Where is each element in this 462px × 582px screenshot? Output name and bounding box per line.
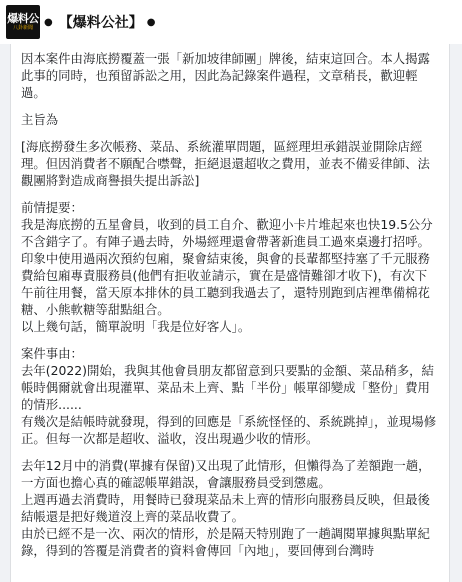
- avatar[interactable]: [6, 5, 40, 39]
- page-name-link[interactable]: 【爆料公社】: [58, 15, 143, 31]
- purpose-label: 主旨為: [21, 112, 59, 127]
- case-paragraph-3: 去年12月中的消費(單據有保留)又出現了此情形，但懶得為了差額跑一趟，一方面也擔心真的確認帳單錯誤，會讓服務員受到懲處。: [21, 458, 431, 490]
- logo-subtext: 八卦新聞: [12, 25, 33, 31]
- post-card: [10, 44, 450, 582]
- page-header: [0, 0, 462, 44]
- background-summary: 以上幾句話，簡單說明「我是位好客人」。: [21, 319, 251, 334]
- header-dot-icon: ●: [146, 16, 156, 28]
- header-dot-icon: ●: [44, 16, 53, 28]
- case-paragraph-4: 上週再過去消費時，用餐時已發現菜品未上齊的情形向服務員反映，但最後結帳還是把好幾道沒上齊的菜品收費了。: [21, 492, 430, 524]
- background-paragraph: 我是海底撈的五星會員，收到的員工自介、歡迎小卡片堆起來也快19.5公分不含錯字了。有陣子過去時，外場經理還會帶著新進員工過來桌邊打招呼。印象中使用過兩次預約包廂，聚會結束後，與會的長輩都堅持塞了千元服務費給包廂專責服務員(他們有拒收並請示，實在是盛情難卻才收下)，有次下午前往用餐，當天原本排休的員工聽到我過去了，還特別跑到店裡準備棉花糖、小熊軟糖等甜點組合。: [21, 217, 433, 317]
- intro-paragraph: 因本案件由海底撈覆蓋一張「新加坡律師團」牌後，結束這回合。本人揭露此事的同時，也預留訴訟之用，因此為記錄案件過程，文章稍長，歡迎輕過。: [21, 51, 430, 100]
- case-paragraph-5: 由於已經不是一次、兩次的情形，於是隔天特別跑了一趟調閱單據與點單紀錄，得到的答覆是消費者的資料會傳回「內地」，要回傳到台灣時: [21, 526, 430, 558]
- background-label: 前情提要：: [21, 200, 83, 215]
- case-paragraph-2: 有幾次是結帳時就發現，得到的回應是「系統怪怪的、系統跳掉」，並現場修正。但每一次都是超收、溢收，沒出現過少收的情形。: [21, 414, 437, 446]
- post-body: [11, 44, 449, 559]
- logo-text: 爆料公: [7, 12, 39, 25]
- purpose-paragraph: [海底撈發生多次帳務、菜品、系統灌單問題，區經理坦承錯誤並開除店經理。但因消費者不願配合噤聲，拒絕退還超收之費用，並表不備妥律師、法觀團將對造成商譽損失提出訴訟]: [21, 139, 430, 188]
- case-paragraph-1: 去年(2022)開始，我與其他會員朋友都留意到只要點的金額、菜品稍多，結帳時偶爾就會出現灌單、菜品未上齊、點「半份」帳單卻變成「整份」費用的情形......: [21, 363, 434, 412]
- case-label: 案件事由：: [21, 346, 83, 361]
